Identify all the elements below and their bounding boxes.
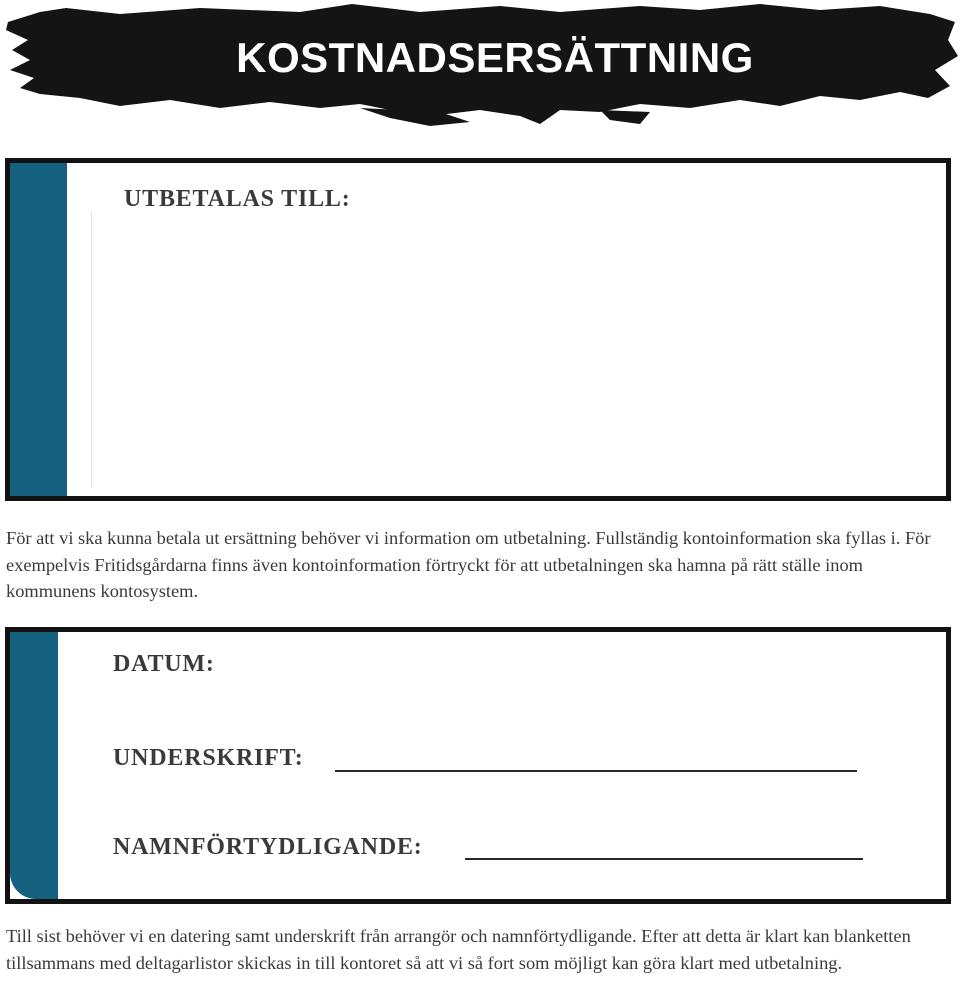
signature-field[interactable] [335,770,857,772]
signature-label: UNDERSKRIFT: [113,745,304,771]
divider [91,211,92,488]
date-label: DATUM: [113,651,215,677]
name-clarification-field[interactable] [465,858,863,860]
header-banner [0,0,960,130]
closing-paragraph: Till sist behöver vi en datering samt underskrift från arrangör och namnförtydligande. Efter att detta är klart kan blanketten tillsammans med deltagarlistor skickas in till kontoret så att vi så fort som möjligt kan göra klart med utbetalning. [6,926,911,973]
info-paragraph: För att vi ska kunna betala ut ersättning behöver vi information om utbetalning. Fullständig kontoinformation ska fyllas i. För exempelvis Fritidsgårdarna finns även kontoinformation förtryckt för att utbetalningen ska hamna på rätt ställe inom kommunens kontosystem. [6,528,931,601]
signature-box [5,627,951,904]
payment-recipient-box[interactable] [5,158,951,501]
page-title: KOSTNADSERSÄTTNING [236,34,754,81]
accent-stripe [10,163,67,496]
name-clarification-label: NAMNFÖRTYDLIGANDE: [113,834,423,860]
payment-recipient-label: UTBETALAS TILL: [124,186,351,212]
accent-stripe [10,632,58,899]
